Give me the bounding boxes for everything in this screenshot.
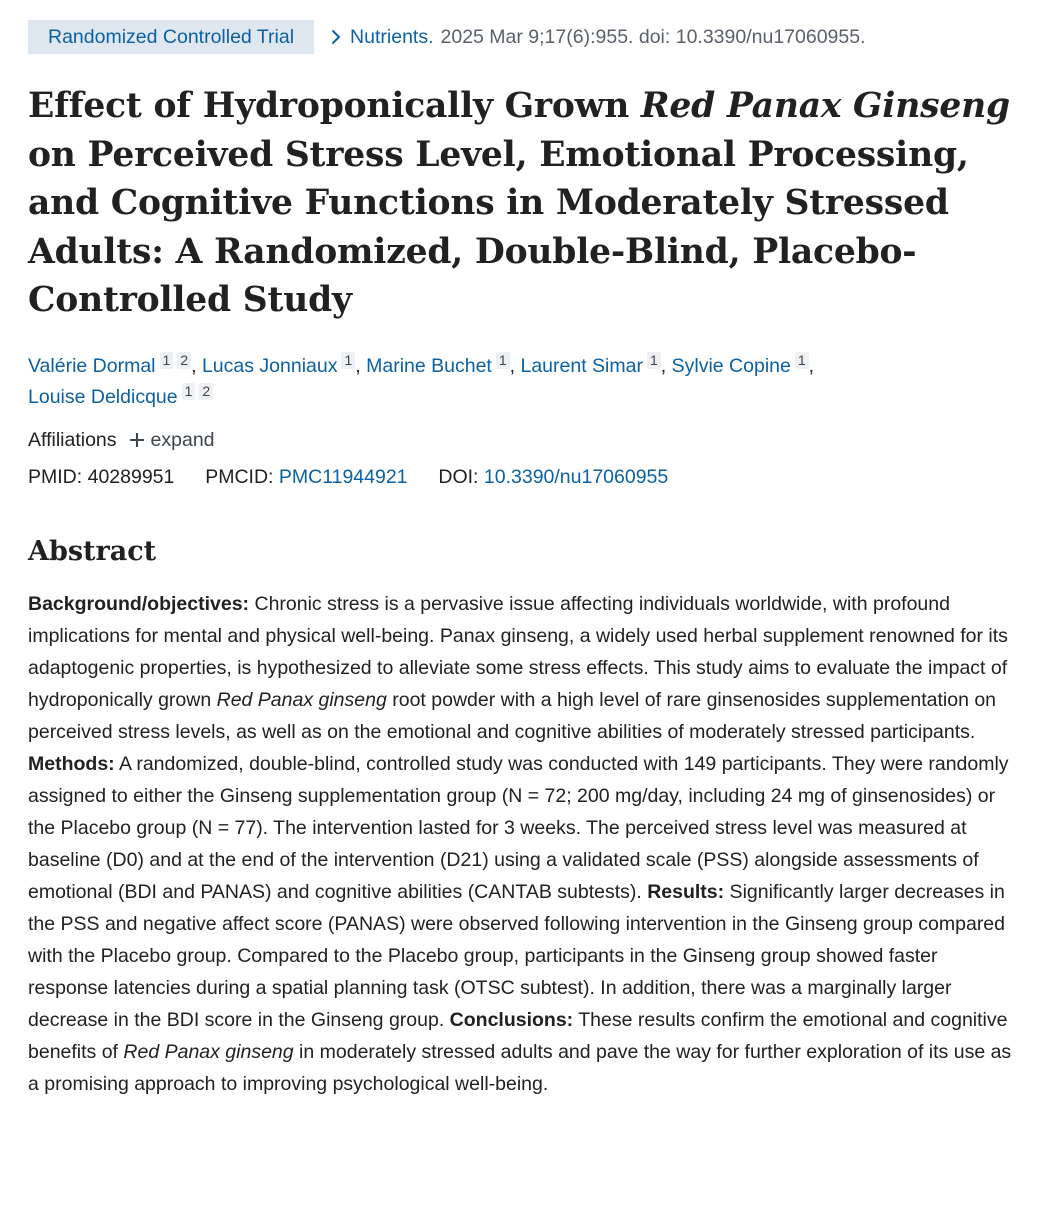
doi-label: DOI: [438,465,479,488]
methods-text: A randomized, double-blind, controlled study was conducted with 149 participants. They were randomly assigned to either the Ginseng supplementation group (N = 72; 200 mg/day, including 24 mg of ginsenosides) or the Placebo group (N = 77). The intervention lasted for 3 weeks. The perceived stress level was measured at baseline (D0) and at the end of the intervention (D21) using a validated scale (PSS) alongside assessments of emotional (BDI and PANAS) and cognitive abilities (CANTAB subtests). [28,752,1009,903]
pmcid-label: PMCID: [205,465,274,488]
abstract-heading: Abstract [28,535,157,567]
pmcid-link[interactable]: PMC11944921 [278,465,408,488]
methods-label: Methods: [28,752,115,775]
affiliations-expand-button[interactable]: expand [150,428,215,451]
author-item [201,351,355,377]
affiliation-ref[interactable]: 1 [647,352,661,369]
title-part-1: Effect of Hydroponically Grown [28,86,641,126]
background-italic: Red Panax ginseng [216,688,387,711]
affiliation-ref[interactable]: 1 [496,352,510,369]
author-link[interactable]: Louise Deldicque [28,385,178,408]
title-part-2: on Perceived Stress Level, Emotional Processing, and Cognitive Functions in Moderately Stressed Adults: A Randomized, Double-Blind, Placebo-Controlled Study [28,134,969,320]
author-link[interactable]: Lucas Jonniaux [201,354,338,377]
chevron-right-icon [330,28,342,46]
author-list: Valérie Dormal 1 2 , Lucas Jonniaux 1 , Marine Buchet 1 , Laurent Simar 1 , Sylvie Copine 1 , Louise Deldicque 1 2 [28,351,815,408]
results-label: Results: [647,880,725,903]
background-text-2: root powder with a high level of rare ginsenosides supplementation on perceived stress levels, as well as on the emotional and cognitive abilities of moderately stressed participants. [28,688,997,743]
affiliation-ref[interactable]: 1 [795,352,809,369]
pmid-value: 40289951 [87,465,175,488]
identifiers-row [28,464,1014,490]
author-link[interactable]: Marine Buchet [366,354,492,377]
author-item [28,382,213,408]
affiliations-label: Affiliations [28,428,117,451]
author-item [671,351,809,377]
plus-icon[interactable] [129,432,145,448]
conclusions-text: These results confirm the emotional and cognitive benefits of [28,1008,1008,1063]
author-item [520,351,660,377]
author-link[interactable]: Valérie Dormal [28,354,156,377]
conclusions-text-2: in moderately stressed adults and pave the way for further exploration of its use as a promising approach to improving psychological well-being. [28,1040,1012,1095]
author-link[interactable]: Laurent Simar [520,354,643,377]
citation-text: 2025 Mar 9;17(6):955. doi: 10.3390/nu17060955. [440,25,866,48]
article-meta-line [28,20,1014,54]
author-item [366,351,510,377]
title-italic: Red Panax Ginseng [640,86,1010,126]
journal-link[interactable]: Nutrients. [350,25,434,48]
background-label: Background/objectives: [28,592,250,615]
conclusions-label: Conclusions: [449,1008,574,1031]
doi-link[interactable]: 10.3390/nu17060955 [483,465,669,488]
affiliation-ref[interactable]: 1 [182,383,196,400]
affiliations-row [28,429,1014,452]
affiliation-ref[interactable]: 1 [160,352,174,369]
author-link[interactable]: Sylvie Copine [671,354,791,377]
affiliation-ref[interactable]: 2 [177,352,191,369]
results-text: Significantly larger decreases in the PSS and negative affect score (PANAS) were observed following intervention in the Ginseng group compared with the Placebo group. Compared to the Placebo group, participants in the Ginseng group showed faster response latencies during a spatial planning task (OTSC subtest). In addition, there was a marginally larger decrease in the BDI score in the Ginseng group. [28,880,1005,1031]
author-item [28,351,191,377]
abstract-body [28,588,1014,1100]
publication-type-badge[interactable]: Randomized Controlled Trial [28,20,314,54]
pmid-label: PMID: [28,465,83,488]
affiliation-ref[interactable]: 2 [199,383,213,400]
article-title [28,82,1014,325]
background-text: Chronic stress is a pervasive issue affecting individuals worldwide, with profound implications for mental and physical well-being. Panax ginseng, a widely used herbal supplement renowned for its adaptogenic properties, is hypothesized to alleviate some stress effects. This study aims to evaluate the impact of hydroponically grown [28,592,1008,711]
affiliation-ref[interactable]: 1 [341,352,355,369]
conclusions-italic: Red Panax ginseng [123,1040,294,1063]
